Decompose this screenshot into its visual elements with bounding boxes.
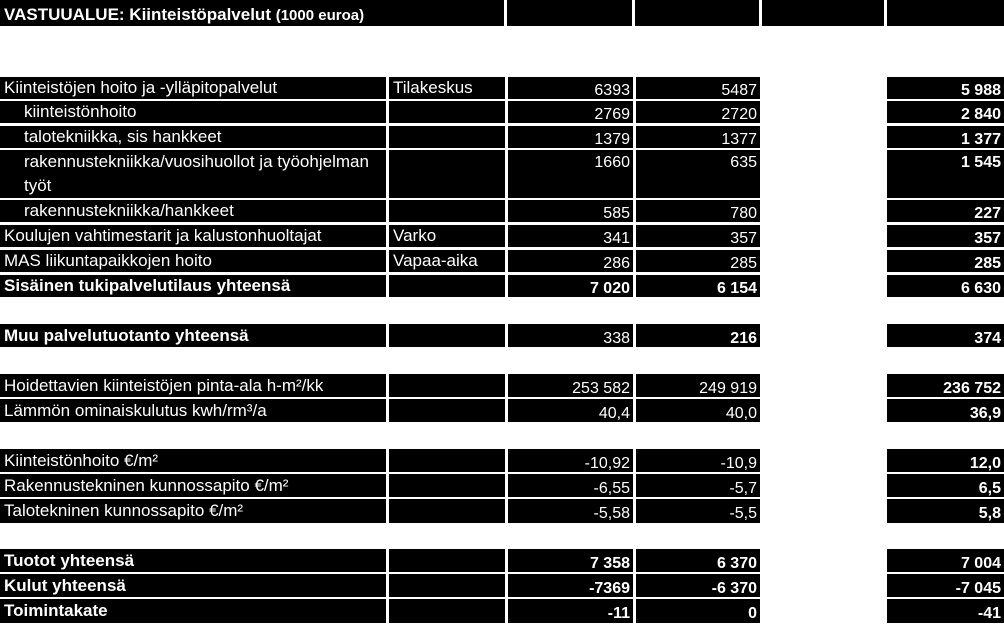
row-unit: Vapaa-aika bbox=[389, 250, 505, 272]
row-value-1: 7 358 bbox=[508, 549, 633, 572]
row-unit bbox=[389, 399, 505, 422]
row-value-2: 780 bbox=[636, 200, 760, 222]
row-value-3: 5 988 bbox=[887, 77, 1004, 99]
row-unit bbox=[389, 150, 505, 198]
row-value-1: 1660 bbox=[508, 150, 633, 198]
header-cell-3 bbox=[762, 0, 884, 26]
row-label: MAS liikuntapaikkojen hoito bbox=[0, 250, 386, 272]
row-unit bbox=[389, 474, 505, 497]
row-unit bbox=[389, 374, 505, 397]
table-title bbox=[0, 0, 504, 26]
row-unit bbox=[389, 549, 505, 572]
row-label: Kiinteistönhoito €/m² bbox=[0, 449, 386, 472]
row-unit bbox=[389, 324, 505, 347]
row-value-3: 6 630 bbox=[887, 275, 1004, 297]
row-label: Muu palvelutuotanto yhteensä bbox=[0, 324, 386, 347]
header-cell-4 bbox=[887, 0, 1004, 26]
row-value-1: 585 bbox=[508, 200, 633, 222]
row-value-1: -7369 bbox=[508, 574, 633, 597]
row-unit bbox=[389, 200, 505, 222]
row-label: Tuotot yhteensä bbox=[0, 549, 386, 572]
row-value-3: 374 bbox=[887, 324, 1004, 347]
row-value-3: 2 840 bbox=[887, 101, 1004, 123]
title-main: VASTUUALUE: Kiinteistöpalvelut bbox=[4, 5, 271, 24]
row-value-1: 2769 bbox=[508, 101, 633, 123]
row-label: Rakennustekninen kunnossapito €/m² bbox=[0, 474, 386, 497]
row-value-1: -5,58 bbox=[508, 499, 633, 523]
row-value-3: 227 bbox=[887, 200, 1004, 222]
row-value-3: 12,0 bbox=[887, 449, 1004, 472]
row-unit bbox=[389, 599, 505, 623]
row-label: kiinteistönhoito bbox=[0, 101, 386, 123]
row-value-3: 285 bbox=[887, 250, 1004, 272]
row-value-3: 36,9 bbox=[887, 399, 1004, 422]
row-value-3: -7 045 bbox=[887, 574, 1004, 597]
header-cell-2 bbox=[635, 0, 759, 26]
row-value-1: -6,55 bbox=[508, 474, 633, 497]
row-value-3: 1 545 bbox=[887, 150, 1004, 198]
row-label: Talotekninen kunnossapito €/m² bbox=[0, 499, 386, 523]
row-value-2: 40,0 bbox=[636, 399, 760, 422]
row-value-2: -10,9 bbox=[636, 449, 760, 472]
row-unit bbox=[389, 275, 505, 297]
row-value-3: 236 752 bbox=[887, 374, 1004, 397]
row-label: rakennustekniikka/vuosihuollot ja työohjelman työt bbox=[0, 150, 386, 198]
row-unit bbox=[389, 499, 505, 523]
row-value-2: 635 bbox=[636, 150, 760, 198]
row-value-1: 286 bbox=[508, 250, 633, 272]
row-value-3: 7 004 bbox=[887, 549, 1004, 572]
row-value-2: 2720 bbox=[636, 101, 760, 123]
row-label: Sisäinen tukipalvelutilaus yhteensä bbox=[0, 275, 386, 297]
row-unit bbox=[389, 449, 505, 472]
row-value-2: 5487 bbox=[636, 77, 760, 99]
row-unit bbox=[389, 574, 505, 597]
row-value-1: 341 bbox=[508, 225, 633, 247]
row-label: Toimintakate bbox=[0, 599, 386, 623]
row-value-1: 253 582 bbox=[508, 374, 633, 397]
row-value-1: 1379 bbox=[508, 126, 633, 148]
title-unit: (1000 euroa) bbox=[275, 7, 365, 24]
header-cell-1 bbox=[507, 0, 632, 26]
row-value-2: 1377 bbox=[636, 126, 760, 148]
row-value-3: -41 bbox=[887, 599, 1004, 623]
row-value-2: 6 370 bbox=[636, 549, 760, 572]
row-label: Hoidettavien kiinteistöjen pinta-ala h-m²/kk bbox=[0, 374, 386, 397]
row-label: talotekniikka, sis hankkeet bbox=[0, 126, 386, 148]
row-value-1: 338 bbox=[508, 324, 633, 347]
row-value-1: -10,92 bbox=[508, 449, 633, 472]
row-unit: Varko bbox=[389, 225, 505, 247]
row-value-2: 6 154 bbox=[636, 275, 760, 297]
row-value-3: 357 bbox=[887, 225, 1004, 247]
row-label: Kulut yhteensä bbox=[0, 574, 386, 597]
row-value-2: 285 bbox=[636, 250, 760, 272]
row-value-2: 0 bbox=[636, 599, 760, 623]
row-value-2: 249 919 bbox=[636, 374, 760, 397]
row-unit bbox=[389, 101, 505, 123]
row-value-3: 6,5 bbox=[887, 474, 1004, 497]
row-value-1: 7 020 bbox=[508, 275, 633, 297]
row-unit: Tilakeskus bbox=[389, 77, 505, 99]
row-label: Lämmön ominaiskulutus kwh/rm³/a bbox=[0, 399, 386, 422]
row-value-3: 5,8 bbox=[887, 499, 1004, 523]
row-value-2: -5,5 bbox=[636, 499, 760, 523]
row-value-2: -5,7 bbox=[636, 474, 760, 497]
row-unit bbox=[389, 126, 505, 148]
row-value-2: 357 bbox=[636, 225, 760, 247]
row-value-1: 40,4 bbox=[508, 399, 633, 422]
row-value-1: -11 bbox=[508, 599, 633, 623]
row-value-1: 6393 bbox=[508, 77, 633, 99]
row-value-2: -6 370 bbox=[636, 574, 760, 597]
row-value-2: 216 bbox=[636, 324, 760, 347]
row-label: Kiinteistöjen hoito ja -ylläpitopalvelut bbox=[0, 77, 386, 99]
row-label: rakennustekniikka/hankkeet bbox=[0, 200, 386, 222]
row-value-3: 1 377 bbox=[887, 126, 1004, 148]
row-label: Koulujen vahtimestarit ja kalustonhuoltajat bbox=[0, 225, 386, 247]
